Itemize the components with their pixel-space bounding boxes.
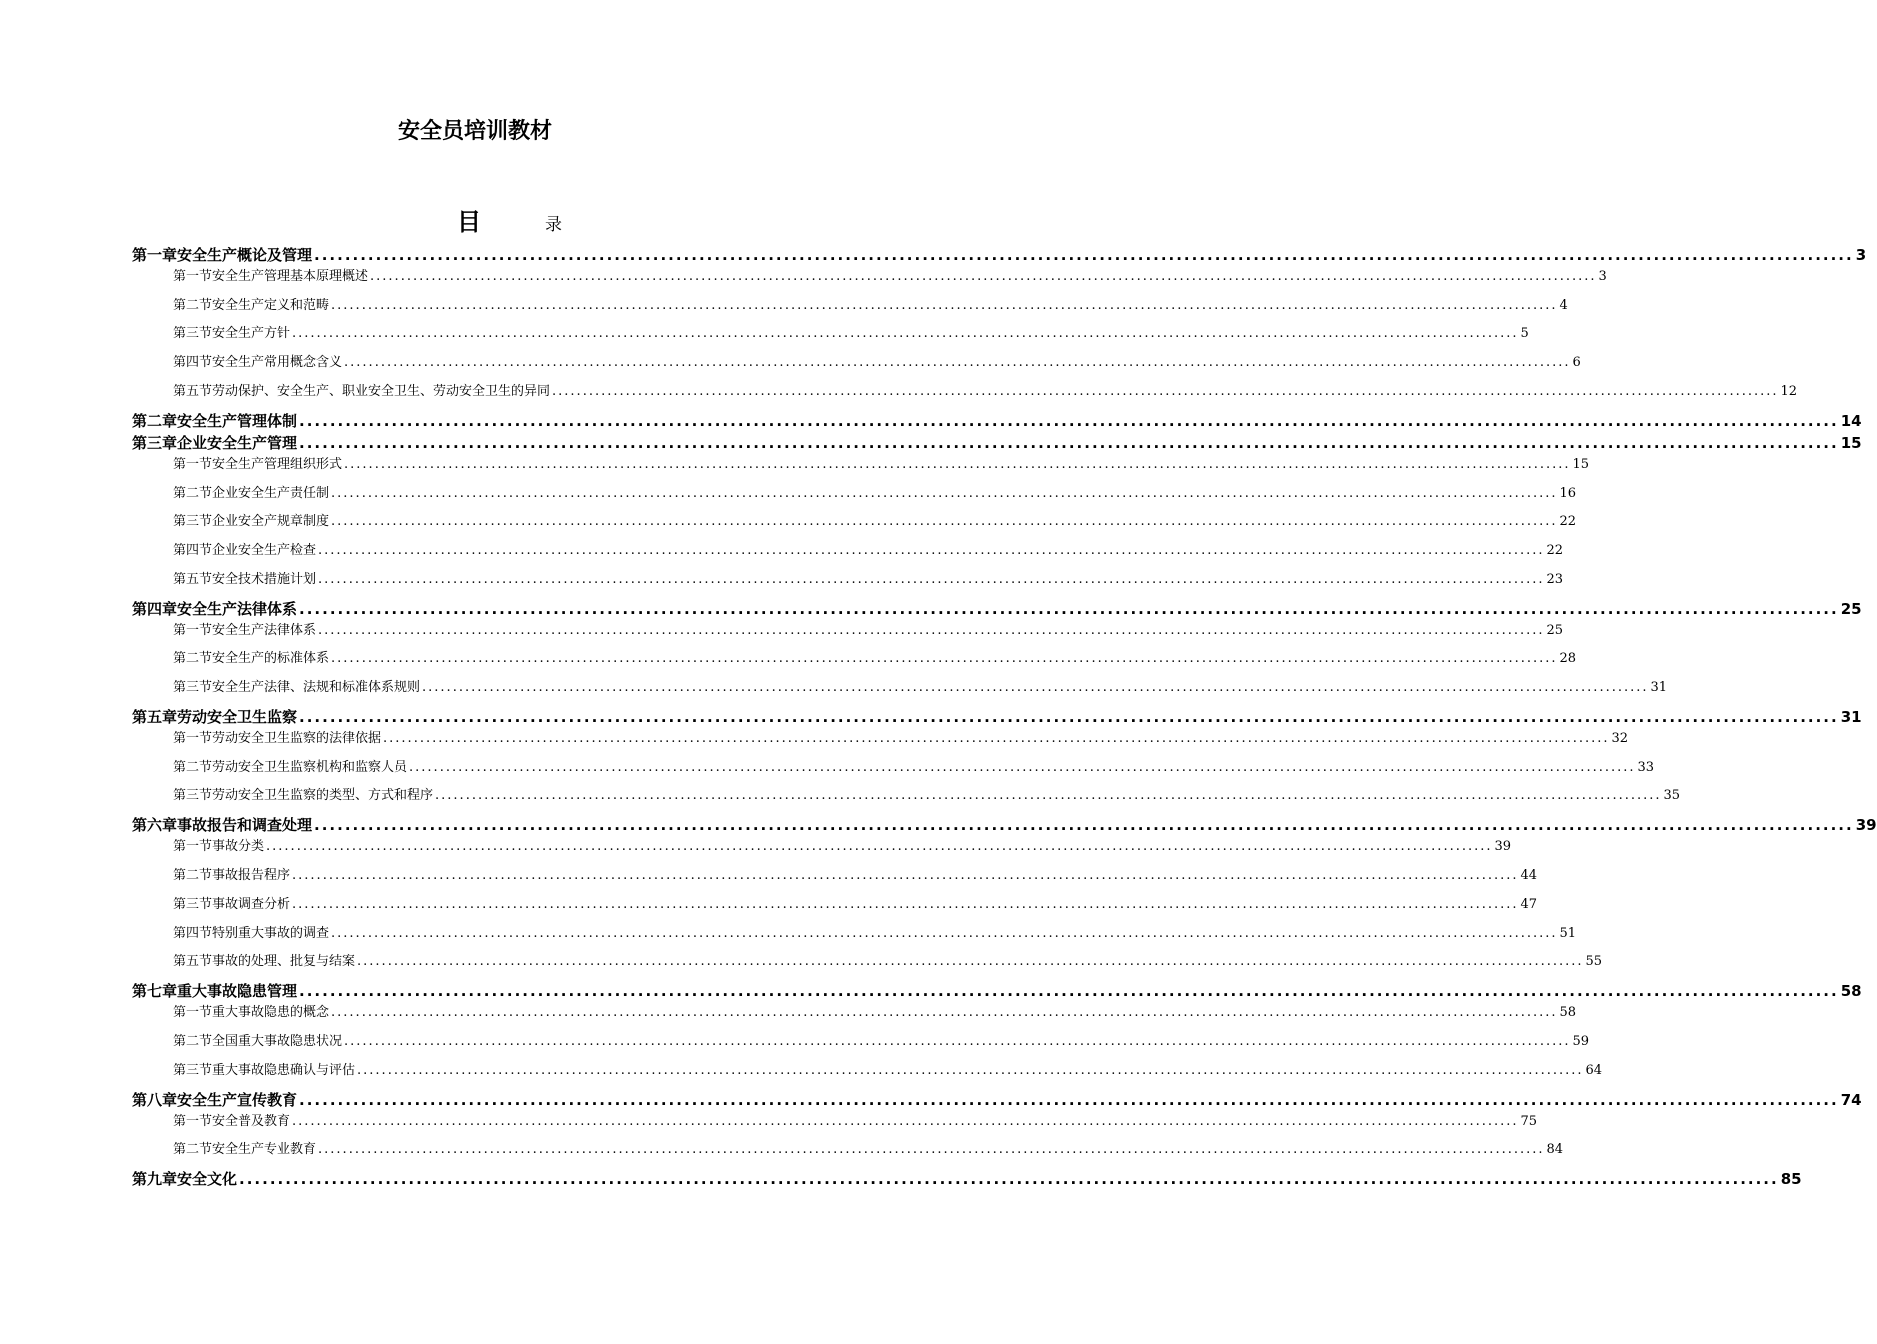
- toc-entry-number: 第一节: [173, 839, 213, 855]
- toc-entry-number: 第一章: [132, 246, 178, 264]
- toc-leader-dots: ........................................................................................................................................................................................................: [299, 433, 1839, 452]
- toc-leader-dots: ........................................................................................................................................................................................................: [331, 297, 1558, 313]
- toc-entry-number: 第三节: [173, 896, 213, 912]
- toc-entry-number: 第三节: [173, 326, 213, 342]
- toc-section-entry[interactable]: [173, 482, 1577, 501]
- toc-chapter-entry[interactable]: [132, 1089, 1862, 1110]
- toc-section-entry[interactable]: [173, 1001, 1577, 1021]
- toc-heading-lu: 录: [545, 215, 562, 235]
- toc-entry-page: 3: [1598, 269, 1607, 284]
- toc-entry-title: 安全生产管理组织形式: [212, 456, 343, 472]
- toc-leader-dots: ........................................................................................................................................................................................................: [331, 1005, 1558, 1021]
- toc-entry-title: 企业安全产规章制度: [212, 514, 330, 530]
- toc-entry-title: 劳动保护、安全生产、职业安全卫生、劳动安全卫生的异同: [212, 383, 551, 399]
- toc-leader-dots: ........................................................................................................................................................................................................: [239, 1170, 1779, 1189]
- toc-leader-dots: ........................................................................................................................................................................................................: [422, 680, 1649, 695]
- toc-section-entry[interactable]: [173, 893, 1538, 912]
- toc-section-entry[interactable]: [173, 539, 1564, 558]
- toc-section-entry[interactable]: [173, 922, 1577, 941]
- toc-entry-title: 安全生产法律体系: [177, 599, 298, 618]
- toc-entry-title: 劳动安全卫生监察的类型、方式和程序: [212, 788, 434, 804]
- toc-heading-mu: 目: [457, 208, 481, 236]
- toc-entry-page: 74: [1840, 1090, 1862, 1109]
- toc-entry-title: 重大事故隐患的概念: [212, 1005, 330, 1021]
- toc-entry-title: 安全生产的标准体系: [212, 651, 330, 667]
- toc-leader-dots: ........................................................................................................................................................................................................: [331, 925, 1558, 941]
- toc-section-entry[interactable]: [173, 1030, 1590, 1049]
- toc-section-entry[interactable]: [173, 1059, 1603, 1078]
- toc-entry-title: 事故分类: [212, 839, 265, 855]
- toc-entry-page: 31: [1840, 708, 1862, 726]
- toc-leader-dots: ........................................................................................................................................................................................................: [299, 599, 1839, 618]
- toc-entry-title: 劳动安全卫生监察机构和监察人员: [212, 759, 408, 775]
- toc-entry-number: 第一节: [173, 1113, 213, 1129]
- toc-entry-page: 12: [1780, 383, 1798, 399]
- toc-entry-number: 第二节: [173, 1142, 213, 1158]
- toc-entry-title: 安全普及教育: [212, 1113, 291, 1129]
- toc-entry-title: 事故报告和调查处理: [177, 816, 313, 835]
- toc-entry-title: 企业安全生产检查: [212, 542, 317, 558]
- toc-section-entry[interactable]: [173, 351, 1581, 371]
- toc-entry-number: 第三节: [173, 788, 213, 804]
- toc-entry-number: 第一节: [173, 731, 213, 746]
- toc-leader-dots: ........................................................................................................................................................................................................: [292, 326, 1519, 342]
- toc-entry-title: 企业安全生产责任制: [212, 485, 330, 501]
- toc-entry-number: 第二节: [173, 1033, 213, 1049]
- toc-entry-page: 58: [1559, 1005, 1577, 1021]
- toc-entry-page: 15: [1840, 433, 1862, 452]
- toc-entry-title: 劳动安全卫生监察的法律依据: [212, 731, 382, 746]
- toc-section-entry[interactable]: [173, 864, 1538, 884]
- toc-entry-number: 第三节: [173, 514, 213, 530]
- toc-entry-page: 55: [1585, 954, 1603, 970]
- toc-heading: [0, 202, 950, 234]
- toc-leader-dots: ........................................................................................................................................................................................................: [292, 896, 1519, 912]
- toc-entry-page: 28: [1559, 651, 1577, 667]
- toc-entry-title: 安全生产宣传教育: [177, 1090, 298, 1109]
- toc-entry-number: 第二章: [132, 411, 178, 430]
- toc-section-entry[interactable]: [173, 568, 1564, 587]
- toc-entry-page: 15: [1572, 456, 1590, 472]
- toc-leader-dots: ........................................................................................................................................................................................................: [357, 1062, 1584, 1078]
- toc-entry-number: 第五节: [173, 571, 213, 587]
- toc-leader-dots: ........................................................................................................................................................................................................: [299, 982, 1839, 1001]
- toc-leader-dots: ........................................................................................................................................................................................................: [266, 839, 1493, 855]
- toc-entry-page: 59: [1572, 1033, 1590, 1049]
- toc-entry-number: 第二节: [173, 297, 213, 313]
- toc-entry-number: 第八章: [132, 1090, 178, 1109]
- toc-entry-page: 25: [1840, 599, 1862, 618]
- toc-entry-title: 安全文化: [177, 1170, 238, 1189]
- toc-leader-dots: ........................................................................................................................................................................................................: [331, 651, 1558, 667]
- toc-entry-page: 5: [1520, 326, 1529, 342]
- toc-chapter-entry[interactable]: [132, 980, 1862, 1001]
- toc-leader-dots: ........................................................................................................................................................................................................: [435, 788, 1662, 804]
- toc-leader-dots: ........................................................................................................................................................................................................: [299, 411, 1839, 430]
- toc-entry-page: 4: [1559, 297, 1568, 313]
- toc-leader-dots: ........................................................................................................................................................................................................: [318, 1142, 1545, 1158]
- toc-leader-dots: ........................................................................................................................................................................................................: [409, 759, 1636, 775]
- toc-leader-dots: ........................................................................................................................................................................................................: [357, 954, 1584, 970]
- toc-section-entry[interactable]: [173, 1110, 1538, 1129]
- toc-section-entry[interactable]: [173, 265, 1607, 284]
- toc-leader-dots: ........................................................................................................................................................................................................: [383, 731, 1610, 746]
- toc-leader-dots: ........................................................................................................................................................................................................: [318, 571, 1545, 587]
- toc-chapter-entry[interactable]: [132, 410, 1862, 431]
- toc-leader-dots: ........................................................................................................................................................................................................: [292, 1113, 1519, 1129]
- toc-entry-title: 安全技术措施计划: [212, 571, 317, 587]
- toc-entry-page: 47: [1520, 896, 1538, 912]
- toc-entry-title: 重大事故隐患确认与评估: [212, 1062, 356, 1078]
- toc-entry-number: 第一节: [173, 622, 213, 638]
- toc-entry-title: 事故调查分析: [212, 896, 291, 912]
- toc-section-entry[interactable]: [173, 784, 1681, 804]
- toc-entry-number: 第四章: [132, 599, 178, 618]
- toc-entry-title: 劳动安全卫生监察: [177, 708, 298, 726]
- toc-leader-dots: ........................................................................................................................................................................................................: [344, 456, 1571, 472]
- toc-entry-title: 安全生产专业教育: [212, 1142, 317, 1158]
- toc-section-entry[interactable]: [173, 1138, 1564, 1158]
- toc-leader-dots: ........................................................................................................................................................................................................: [299, 708, 1839, 726]
- toc-chapter-entry[interactable]: [132, 1168, 1802, 1189]
- toc-entry-page: 44: [1520, 868, 1538, 884]
- toc-entry-number: 第五章: [132, 708, 178, 726]
- toc-leader-dots: ........................................................................................................................................................................................................: [318, 542, 1545, 558]
- toc-entry-number: 第二节: [173, 485, 213, 501]
- toc-leader-dots: ........................................................................................................................................................................................................: [344, 1033, 1571, 1049]
- toc-entry-number: 第四节: [173, 542, 213, 558]
- toc-entry-page: 3: [1855, 246, 1867, 264]
- toc-entry-title: 安全生产法律、法规和标准体系规则: [212, 680, 421, 695]
- toc-entry-page: 31: [1650, 680, 1668, 695]
- toc-entry-title: 安全生产方针: [212, 326, 291, 342]
- toc-entry-number: 第五节: [173, 383, 213, 399]
- toc-entry-page: 39: [1494, 839, 1512, 855]
- toc-entry-title: 安全生产管理基本原理概述: [212, 269, 369, 284]
- toc-entry-page: 32: [1611, 731, 1629, 746]
- toc-entry-number: 第九章: [132, 1170, 178, 1189]
- toc-section-entry[interactable]: [173, 294, 1568, 313]
- toc-section-entry[interactable]: [173, 510, 1577, 530]
- toc-leader-dots: ........................................................................................................................................................................................................: [344, 355, 1571, 371]
- toc-chapter-entry[interactable]: [132, 706, 1862, 727]
- toc-entry-page: 85: [1780, 1170, 1802, 1189]
- toc-section-entry[interactable]: [173, 322, 1529, 342]
- toc-entry-number: 第五节: [173, 954, 213, 970]
- toc-chapter-entry[interactable]: [132, 432, 1862, 453]
- toc-entry-page: 75: [1520, 1113, 1538, 1129]
- toc-entry-number: 第二节: [173, 651, 213, 667]
- toc-section-entry[interactable]: [173, 380, 1798, 399]
- toc-entry-page: 14: [1840, 411, 1862, 430]
- toc-entry-title: 企业安全生产管理: [177, 433, 298, 452]
- toc-entry-title: 安全生产法律体系: [212, 622, 317, 638]
- toc-entry-number: 第四节: [173, 925, 213, 941]
- toc-entry-page: 25: [1546, 622, 1564, 638]
- toc-leader-dots: ........................................................................................................................................................................................................: [314, 246, 1854, 264]
- toc-entry-page: 39: [1855, 816, 1877, 835]
- toc-entry-title: 特别重大事故的调查: [212, 925, 330, 941]
- toc-entry-title: 安全生产定义和范畴: [212, 297, 330, 313]
- toc-entry-page: 51: [1559, 925, 1577, 941]
- toc-entry-title: 重大事故隐患管理: [177, 982, 298, 1001]
- toc-entry-page: 58: [1840, 982, 1862, 1001]
- toc-entry-title: 事故报告程序: [212, 868, 291, 884]
- page-title: 安全员培训教材: [397, 119, 552, 144]
- toc-section-entry[interactable]: [173, 727, 1629, 746]
- toc-entry-page: 84: [1546, 1142, 1564, 1158]
- toc-entry-number: 第三节: [173, 680, 213, 695]
- toc-entry-number: 第三章: [132, 433, 178, 452]
- toc-entry-number: 第四节: [173, 355, 213, 371]
- toc-leader-dots: ........................................................................................................................................................................................................: [292, 868, 1519, 884]
- toc-chapter-entry[interactable]: [132, 244, 1867, 265]
- toc-entry-number: 第一节: [173, 1005, 213, 1021]
- toc-section-entry[interactable]: [173, 835, 1512, 855]
- toc-section-entry[interactable]: [173, 756, 1655, 775]
- toc-entry-number: 第七章: [132, 982, 178, 1001]
- toc-leader-dots: ........................................................................................................................................................................................................: [314, 816, 1854, 835]
- toc-entry-title: 安全生产概论及管理: [177, 246, 313, 264]
- toc-entry-title: 安全生产常用概念含义: [212, 355, 343, 371]
- toc-section-entry[interactable]: [173, 676, 1668, 695]
- toc-entry-number: 第一节: [173, 269, 213, 284]
- toc-entry-title: 全国重大事故隐患状况: [212, 1033, 343, 1049]
- toc-entry-number: 第二节: [173, 868, 213, 884]
- toc-section-entry[interactable]: [173, 619, 1564, 638]
- toc-chapter-entry[interactable]: [132, 598, 1862, 619]
- toc-entry-page: 35: [1663, 788, 1681, 804]
- toc-section-entry[interactable]: [173, 950, 1603, 970]
- toc-section-entry[interactable]: [173, 453, 1590, 472]
- toc-entry-title: 事故的处理、批复与结案: [212, 954, 356, 970]
- toc-leader-dots: ........................................................................................................................................................................................................: [331, 485, 1558, 501]
- toc-leader-dots: ........................................................................................................................................................................................................: [552, 383, 1779, 399]
- toc-entry-page: 16: [1559, 485, 1577, 501]
- toc-leader-dots: ........................................................................................................................................................................................................: [299, 1090, 1839, 1109]
- toc-entry-title: 安全生产管理体制: [177, 411, 298, 430]
- toc-entry-number: 第二节: [173, 759, 213, 775]
- toc-entry-page: 33: [1637, 759, 1655, 775]
- toc-entry-page: 64: [1585, 1062, 1603, 1078]
- toc-entry-number: 第三节: [173, 1062, 213, 1078]
- toc-entry-page: 22: [1546, 542, 1564, 558]
- toc-entry-page: 6: [1572, 355, 1581, 371]
- toc-leader-dots: ........................................................................................................................................................................................................: [370, 269, 1597, 284]
- toc-chapter-entry[interactable]: [132, 814, 1877, 835]
- toc-leader-dots: ........................................................................................................................................................................................................: [331, 514, 1558, 530]
- toc-entry-page: 23: [1546, 571, 1564, 587]
- toc-leader-dots: ........................................................................................................................................................................................................: [318, 622, 1545, 638]
- toc-section-entry[interactable]: [173, 647, 1577, 667]
- toc-entry-page: 22: [1559, 514, 1577, 530]
- toc-entry-number: 第六章: [132, 816, 178, 835]
- toc-entry-number: 第一节: [173, 456, 213, 472]
